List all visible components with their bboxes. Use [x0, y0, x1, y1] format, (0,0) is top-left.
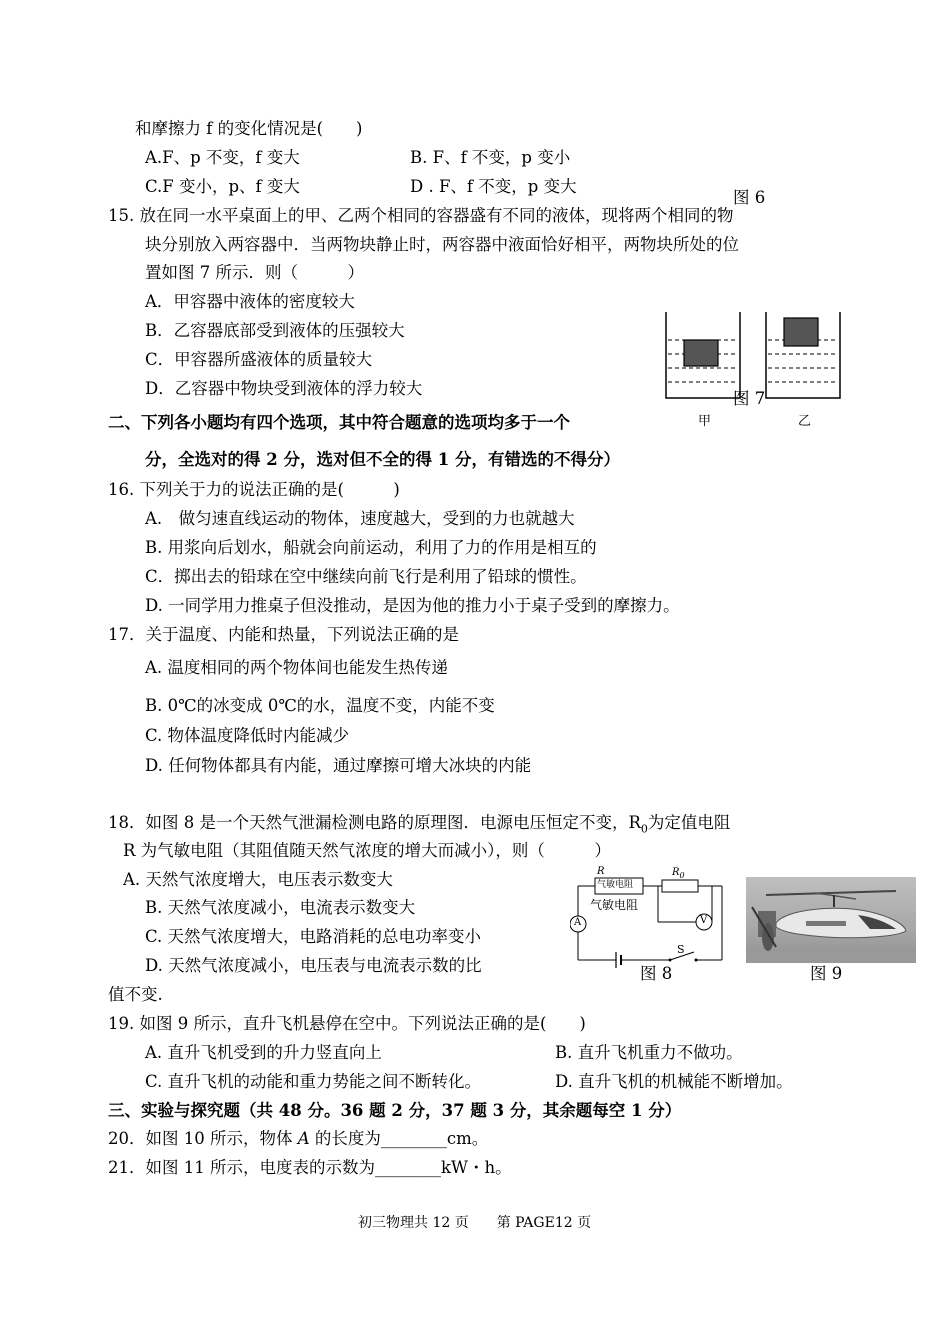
q14-option-a: A.F、p 不变，f 变大 — [145, 148, 300, 167]
block-jia — [684, 340, 718, 366]
q18-stem-line1: 18．如图 8 是一个天然气泄漏检测电路的原理图．电源电压恒定不变，$R_0$为定值电阻 — [108, 813, 731, 836]
q19-option-b: B. 直升飞机重力不做功。 — [555, 1043, 743, 1062]
q18-stem-line2: R 为气敏电阻（其阻值随天然气浓度的增大而减小），则（ ） — [123, 841, 611, 860]
q16-option-c: C．掷出去的铅球在空中继续向前飞行是利用了铅球的惯性。 — [145, 567, 587, 586]
circuit-gas-label: 气敏电阻 — [590, 898, 639, 912]
circuit-voltmeter-letter: V — [700, 915, 708, 926]
q17-option-c: C. 物体温度降低时内能减少 — [145, 726, 350, 745]
page-footer: 初三物理共 12 页 第 PAGE12 页 — [358, 1215, 592, 1231]
container-jia-label: 甲 — [698, 414, 712, 429]
q19-option-c: C. 直升飞机的动能和重力势能之间不断转化。 — [145, 1072, 482, 1091]
figure-8-caption: 图 8 — [640, 964, 673, 983]
q18-option-c: C. 天然气浓度增大，电路消耗的总电功率变小 — [145, 927, 482, 946]
q15-stem-line2: 块分别放入两容器中．当两物块静止时，两容器中液面恰好相平，两物块所处的位 — [145, 235, 739, 254]
q16-option-a: A. 做匀速直线运动的物体，速度越大，受到的力也就越大 — [145, 509, 575, 528]
q15-option-c: C．甲容器所盛液体的质量较大 — [145, 350, 373, 369]
section-2-heading-line1: 二、下列各小题均有四个选项，其中符合题意的选项均多于一个 — [108, 413, 570, 432]
q15-option-d: D．乙容器中物块受到液体的浮力较大 — [145, 379, 423, 398]
container-yi-label: 乙 — [798, 414, 812, 429]
q21-stem: 21．如图 11 所示，电度表的示数为________kW・h。 — [108, 1158, 512, 1177]
q16-option-d: D. 一同学用力推桌子但没推动，是因为他的推力小于桌子受到的摩擦力。 — [145, 596, 680, 615]
figure-9-helicopter-photo — [746, 877, 916, 963]
figure-7-caption: 图 7 — [733, 389, 766, 408]
figure-6-caption: 图 6 — [733, 188, 766, 207]
q15-stem-line3: 置如图 7 所示．则（ ） — [145, 263, 364, 282]
block-yi — [784, 318, 818, 346]
q19-stem: 19. 如图 9 所示，直升飞机悬停在空中。下列说法正确的是( ) — [108, 1014, 586, 1033]
circuit-switch-label: S — [677, 943, 685, 956]
q18-option-a: A. 天然气浓度增大，电压表示数变大 — [123, 870, 393, 889]
q18-option-d-line2: 值不变. — [108, 985, 163, 1004]
figure-9-caption: 图 9 — [810, 964, 843, 983]
q16-stem: 16. 下列关于力的说法正确的是( ) — [108, 480, 400, 499]
q15-option-a: A．甲容器中液体的密度较大 — [145, 292, 355, 311]
circuit-r-label: R — [597, 866, 605, 877]
section-2-heading-line2: 分，全选对的得 2 分，选对但不全的得 1 分，有错选的不得分） — [145, 450, 620, 469]
circuit-r0-label: $R_0$ — [672, 867, 685, 880]
q17-stem: 17．关于温度、内能和热量，下列说法正确的是 — [108, 625, 459, 644]
q15-option-b: B．乙容器底部受到液体的压强较大 — [145, 321, 405, 340]
q17-option-d: D. 任何物体都具有内能，通过摩擦可增大冰块的内能 — [145, 756, 532, 775]
q17-option-b: B. 0℃的冰变成 0℃的水，温度不变，内能不变 — [145, 696, 495, 715]
q14-stem-continuation: 和摩擦力 f 的变化情况是( ) — [135, 119, 363, 138]
q19-option-a: A. 直升飞机受到的升力竖直向上 — [145, 1043, 382, 1062]
q19-option-d: D. 直升飞机的机械能不断增加。 — [555, 1072, 793, 1091]
q20-stem: 20．如图 10 所示，物体 A 的长度为________cm。 — [108, 1129, 489, 1148]
q17-option-a: A. 温度相同的两个物体间也能发生热传递 — [145, 658, 448, 677]
q16-option-b: B. 用浆向后划水，船就会向前运动，利用了力的作用是相互的 — [145, 538, 597, 557]
q15-stem-line1: 15. 放在同一水平桌面上的甲、乙两个相同的容器盛有不同的液体，现将两个相同的物 — [108, 206, 734, 225]
circuit-ammeter-letter: A — [574, 917, 582, 928]
q14-option-d: D . F、f 不变，p 变大 — [410, 177, 577, 196]
q14-option-b: B. F、f 不变，p 变小 — [410, 148, 571, 167]
q18-option-b: B. 天然气浓度减小，电流表示数变大 — [145, 898, 416, 917]
circuit-gas-box-text: 气敏电阻 — [597, 880, 634, 890]
q18-option-d-line1: D. 天然气浓度减小，电压表与电流表示数的比 — [145, 956, 482, 975]
q14-option-c: C.F 变小，p、f 变大 — [145, 177, 300, 196]
section-3-heading: 三、实验与探究题（共 48 分。36 题 2 分，37 题 3 分，其余题每空 1 分） — [108, 1101, 682, 1120]
